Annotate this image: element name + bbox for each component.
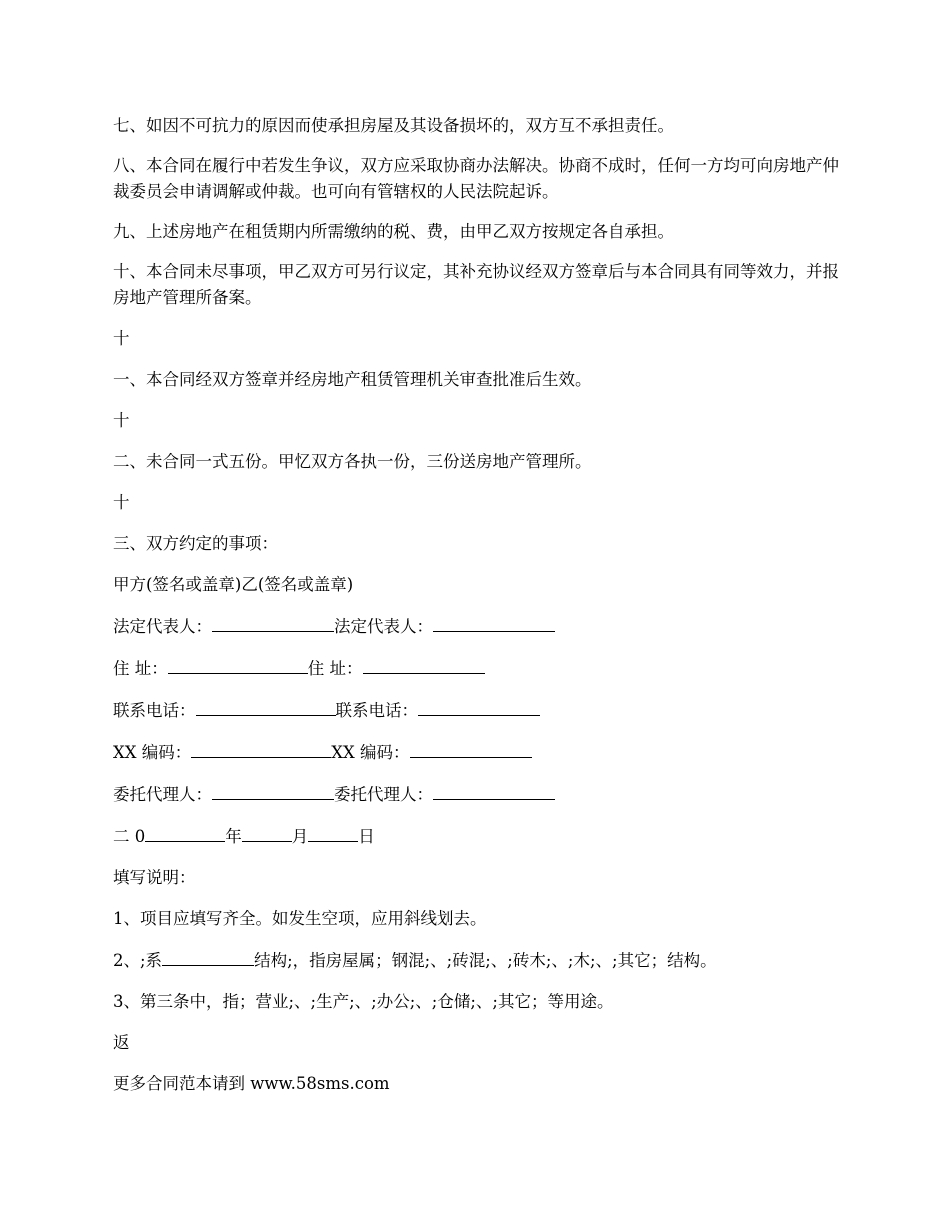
agent-label-b: 委托代理人：: [334, 785, 433, 804]
instruction-item-2-suffix: 结构;，指房屋属；钢混;、;砖混;、;砖木;、;木;、;其它；结构。: [254, 951, 717, 970]
instruction-item-2-prefix: 2、;系: [113, 951, 163, 970]
address-line: [113, 655, 848, 682]
clause-8: 八、本合同在履行中若发生争议，双方应采取协商办法解决。协商不成时，任何一方均可向房地产仲裁委员会申请调解或仲裁。也可向有管辖权的人民法院起诉。: [113, 156, 839, 201]
address-label-a: 住 址：: [113, 659, 168, 678]
clause-7: 七、如因不可抗力的原因而使承担房屋及其设备损坏的，双方互不承担责任。: [113, 116, 674, 135]
clause-13-number: 十: [113, 493, 130, 512]
postcode-label-b: XX 编码：: [331, 743, 410, 762]
date-line: [113, 823, 848, 850]
legal-rep-field-b[interactable]: [433, 613, 555, 632]
instruction-item-1: 1、项目应填写齐全。如发生空项，应用斜线划去。: [113, 909, 487, 928]
instructions-title: 填写说明：: [113, 868, 196, 887]
clause-10: 十、本合同未尽事项，甲乙双方可另行议定，其补充协议经双方签章后与本合同具有同等效力，并报房地产管理所备案。: [113, 262, 839, 307]
legal-rep-field-a[interactable]: [212, 613, 334, 632]
date-year-field[interactable]: [145, 823, 225, 842]
instruction-item-2: [113, 947, 848, 974]
legal-rep-label-a: 法定代表人：: [113, 617, 212, 636]
date-year-label: 年: [225, 827, 242, 846]
date-month-label: 月: [291, 827, 309, 846]
legal-rep-label-b: 法定代表人：: [334, 617, 433, 636]
postcode-field-b[interactable]: [410, 739, 532, 758]
structure-blank: [162, 947, 254, 966]
back-text[interactable]: 返: [113, 1033, 130, 1052]
instruction-item-3: 3、第三条中，指；营业;、;生产;、;办公;、;仓储;、;其它；等用途。: [113, 992, 614, 1011]
agent-field-b[interactable]: [433, 781, 555, 800]
postcode-field-a[interactable]: [191, 739, 331, 758]
date-day-field[interactable]: [308, 823, 358, 842]
clause-9: 九、上述房地产在租赁期内所需缴纳的税、费，由甲乙双方按规定各自承担。: [113, 222, 674, 241]
phone-field-a[interactable]: [196, 697, 336, 716]
more-contracts-text[interactable]: 更多合同范本请到 www.58sms.com: [113, 1074, 390, 1093]
agent-line: [113, 781, 848, 808]
phone-line: [113, 697, 848, 724]
phone-field-b[interactable]: [418, 697, 540, 716]
agent-field-a[interactable]: [212, 781, 334, 800]
clause-11: 一、本合同经双方签章并经房地产租赁管理机关审查批准后生效。: [113, 370, 592, 389]
date-prefix: 二 0: [113, 827, 146, 846]
address-field-a[interactable]: [168, 655, 308, 674]
agent-label-a: 委托代理人：: [113, 785, 212, 804]
postcode-label-a: XX 编码：: [113, 743, 192, 762]
signature-parties: 甲方(签名或盖章)乙(签名或盖章): [113, 575, 354, 594]
postcode-line: [113, 739, 848, 766]
legal-rep-line: [113, 613, 848, 640]
clause-12-number: 十: [113, 411, 130, 430]
document-page: [113, 113, 848, 1097]
date-day-label: 日: [358, 827, 375, 846]
address-label-b: 住 址：: [307, 659, 363, 678]
clause-12: 二、未合同一式五份。甲忆双方各执一份，三份送房地产管理所。: [113, 452, 592, 471]
clause-13: 三、双方约定的事项：: [113, 534, 278, 553]
clause-11-number: 十: [113, 329, 130, 348]
phone-label-a: 联系电话：: [113, 701, 196, 720]
phone-label-b: 联系电话：: [335, 701, 418, 720]
address-field-b[interactable]: [363, 655, 485, 674]
date-month-field[interactable]: [242, 823, 292, 842]
